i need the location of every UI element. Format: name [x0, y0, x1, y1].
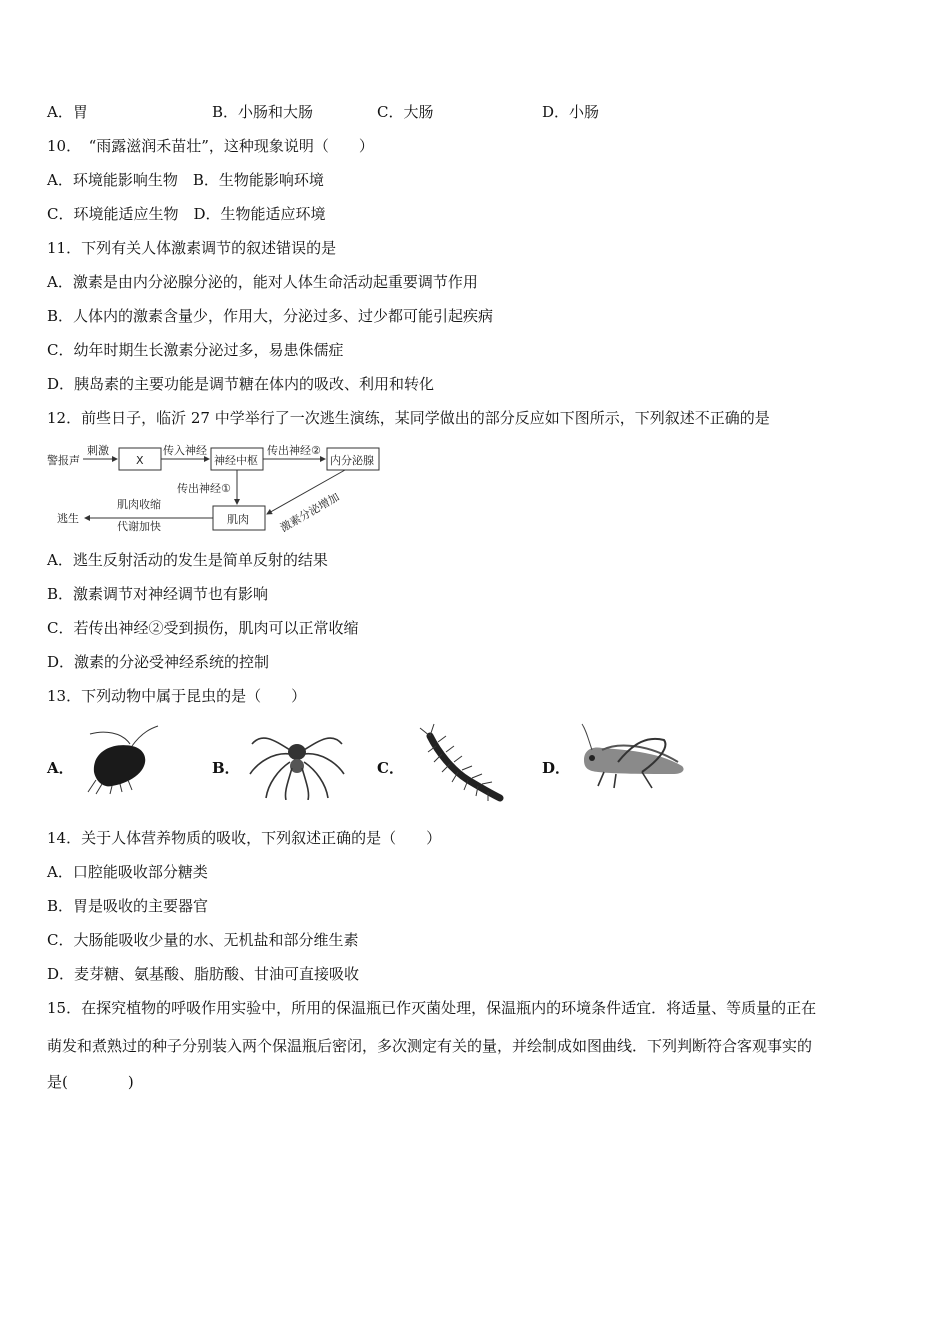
q12-option-a: A．逃生反射活动的发生是简单反射的结果: [47, 551, 328, 569]
q15-line2: 萌发和煮熟过的种子分别装入两个保温瓶后密闭，多次测定有关的量，并绘制成如图曲线．下列判断符合客观事实的: [47, 1037, 813, 1055]
q13-label-b: B．: [212, 759, 240, 777]
q9-option-c: C．大肠: [377, 103, 434, 121]
q14-option-c: C．大肠能吸收少量的水、无机盐和部分维生素: [47, 931, 359, 949]
q9-option-a: A．胃: [47, 103, 88, 121]
q11-option-c: C．幼年时期生长激素分泌过多，易患侏儒症: [47, 341, 344, 359]
q12-option-b: B．激素调节对神经调节也有影响: [47, 585, 269, 603]
reflex-diagram: [45, 440, 385, 540]
q13-label-a: A．: [47, 759, 74, 777]
q11-stem: 11．下列有关人体激素调节的叙述错误的是: [47, 239, 337, 257]
diagram-gland: 内分泌腺: [330, 454, 374, 467]
q15-line1: 15．在探究植物的呼吸作用实验中，所用的保温瓶已作灭菌处理，保温瓶内的环境条件适宜．将适量、等质量的正在: [47, 999, 817, 1017]
q10-options-row1: A．环境能影响生物 B．生物能影响环境: [47, 171, 324, 189]
q9-option-b: B．小肠和大肠: [212, 103, 314, 121]
shrimp-image: [82, 722, 160, 797]
q12-option-d: D．激素的分泌受神经系统的控制: [47, 653, 270, 671]
diagram-muscle: 肌肉: [227, 513, 249, 526]
q13-label-d: D．: [542, 759, 571, 777]
diagram-center: 神经中枢: [214, 454, 258, 467]
q14-option-a: A．口腔能吸收部分糖类: [47, 863, 208, 881]
q15-line3: 是( ): [47, 1073, 134, 1091]
q11-option-d: D．胰岛素的主要功能是调节糖在体内的吸改、利用和转化: [47, 375, 435, 393]
q10-stem: 10． “雨露滋润禾苗壮”，这种现象说明（ ）: [47, 137, 374, 155]
q13-label-c: C．: [377, 759, 404, 777]
diagram-escape: 逃生: [57, 512, 79, 525]
diagram-alarm: 警报声: [47, 454, 80, 467]
centipede-image: [402, 722, 506, 802]
grasshopper-image: [578, 722, 692, 794]
diagram-stimulus: 刺激: [87, 444, 109, 457]
q12-stem: 12．前些日子，临沂 27 中学举行了一次逃生演练，某同学做出的部分反应如下图所示，下列叙述不正确的是: [47, 409, 770, 427]
q10-options-row2: C．环境能适应生物 D．生物能适应环境: [47, 205, 326, 223]
diagram-efferent1: 传出神经①: [177, 482, 231, 495]
diagram-afferent: 传入神经: [163, 444, 207, 457]
diagram-hormone: 激素分泌增加: [278, 490, 342, 535]
spider-image: [244, 722, 350, 800]
q11-option-b: B．人体内的激素含量少，作用大，分泌过多、过少都可能引起疾病: [47, 307, 494, 325]
q11-option-a: A．激素是由内分泌腺分泌的，能对人体生命活动起重要调节作用: [47, 273, 478, 291]
q13-stem: 13．下列动物中属于昆虫的是（ ）: [47, 687, 307, 705]
q12-option-c: C．若传出神经②受到损伤，肌肉可以正常收缩: [47, 619, 359, 637]
diagram-efferent2: 传出神经②: [267, 444, 321, 457]
q9-option-d: D．小肠: [542, 103, 600, 121]
diagram-muscle-effect-1: 肌肉收缩: [117, 498, 161, 511]
diagram-muscle-effect-2: 代谢加快: [117, 520, 161, 533]
q14-stem: 14．关于人体营养物质的吸收，下列叙述正确的是（ ）: [47, 829, 442, 847]
q14-option-b: B．胃是吸收的主要器官: [47, 897, 209, 915]
q14-option-d: D．麦芽糖、氨基酸、脂肪酸、甘油可直接吸收: [47, 965, 360, 983]
diagram-x: X: [136, 454, 144, 467]
